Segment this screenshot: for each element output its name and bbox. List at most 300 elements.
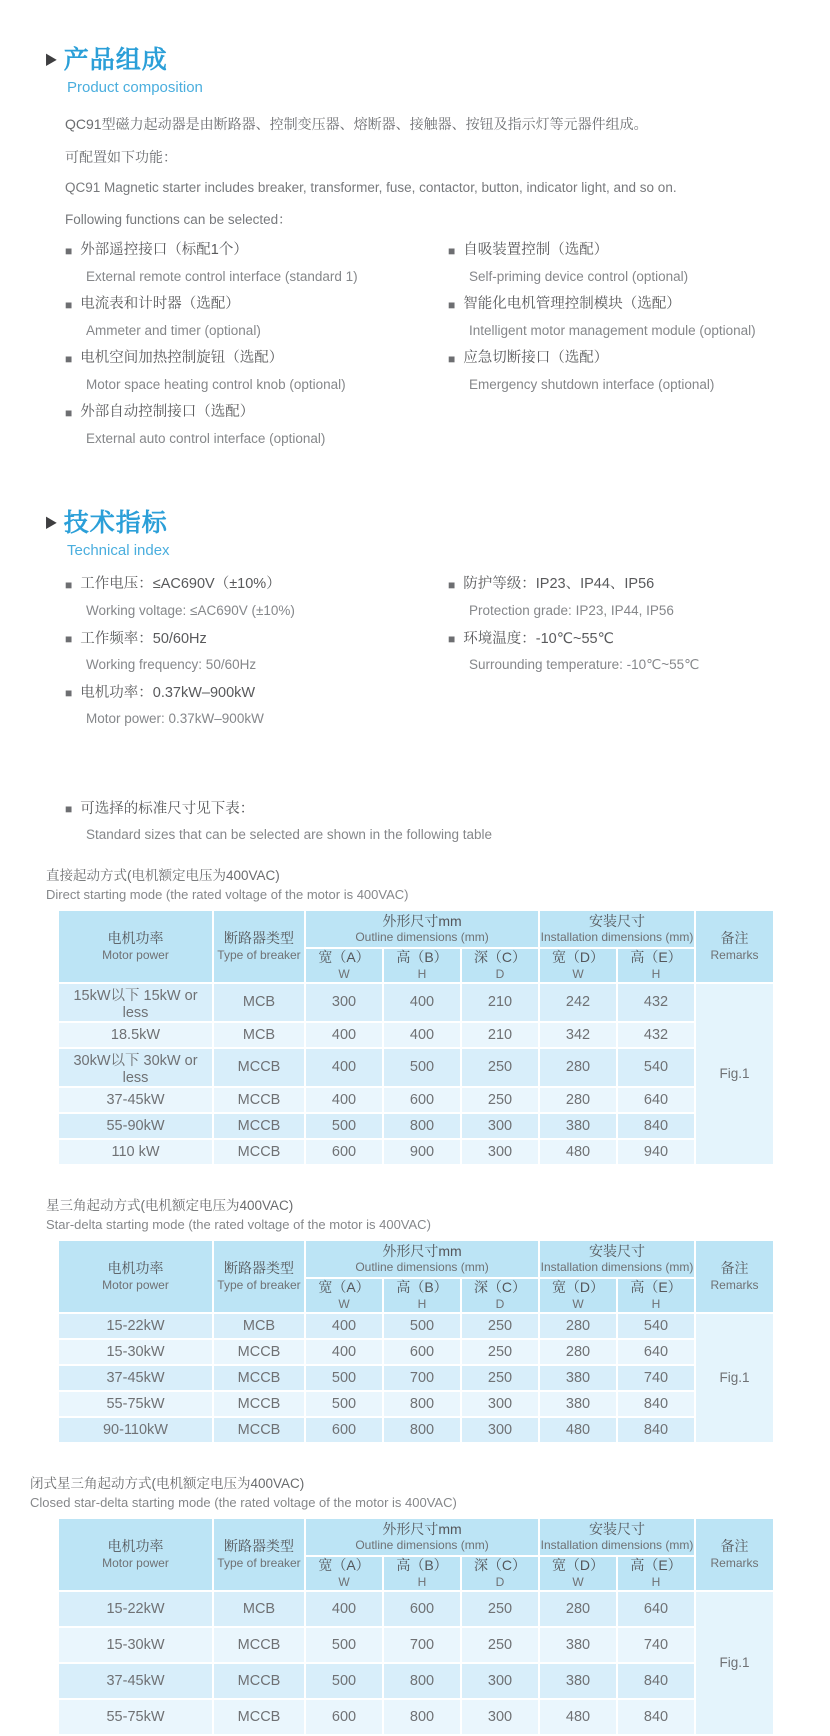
dimension-cell: 400 xyxy=(305,1048,383,1087)
dimension-cell: 432 xyxy=(617,1022,695,1048)
dimension-cell: 280 xyxy=(539,1313,617,1339)
feature-item xyxy=(65,403,448,447)
col-subheader-dimension xyxy=(539,1278,617,1313)
col-subheader-dimension xyxy=(383,948,461,983)
feature-label-zh xyxy=(65,403,448,423)
square-bullet-icon: ■ xyxy=(65,351,73,366)
dimension-cell: 300 xyxy=(461,1113,539,1139)
header-text-en: Type of breaker xyxy=(217,947,301,962)
feature-text-zh: 智能化电机管理控制模块（选配） xyxy=(463,296,681,313)
breaker-type-cell: MCCB xyxy=(213,1048,305,1087)
square-bullet-icon: ■ xyxy=(448,243,456,258)
header-text-zh: 宽（D） xyxy=(551,1557,605,1574)
feature-item xyxy=(65,575,448,619)
feature-text-en: Ammeter and timer (optional) xyxy=(86,322,261,338)
header-text-zh: 宽（A） xyxy=(318,1557,370,1574)
feature-text-zh: 电机空间加热控制旋钮（选配） xyxy=(80,350,284,367)
dimension-cell: 740 xyxy=(617,1627,695,1663)
header-text-en: D xyxy=(495,1574,505,1589)
square-bullet-icon: ■ xyxy=(448,297,456,312)
breaker-type-cell: MCCB xyxy=(213,1663,305,1699)
dimension-cell: 500 xyxy=(305,1365,383,1391)
breaker-type-cell: MCCB xyxy=(213,1417,305,1443)
dimension-cell: 800 xyxy=(383,1417,461,1443)
header-text-en: Remarks xyxy=(710,1277,759,1292)
dimension-cell: 600 xyxy=(305,1417,383,1443)
breaker-type-cell: MCCB xyxy=(213,1087,305,1113)
breaker-type-cell: MCCB xyxy=(213,1391,305,1417)
col-subheader-dimension xyxy=(617,1278,695,1313)
header-text-en: Installation dimensions (mm) xyxy=(540,930,694,945)
feature-text-en: Working voltage: ≤AC690V (±10%) xyxy=(86,603,295,618)
feature-text-zh: 工作电压：≤AC690V（±10%） xyxy=(80,576,281,593)
feature-text-zh: 电流表和计时器（选配） xyxy=(80,296,240,313)
dimension-cell: 300 xyxy=(461,1417,539,1443)
header-text-en: H xyxy=(651,966,661,981)
header-text-zh: 断路器类型 xyxy=(224,1260,294,1277)
dimension-cell: 600 xyxy=(383,1087,461,1113)
dimension-cell: 300 xyxy=(461,1663,539,1699)
feature-label-zh xyxy=(448,575,830,595)
col-header-motor-power xyxy=(58,910,213,983)
header-text-zh: 外形尺寸mm xyxy=(382,1520,462,1537)
table-row xyxy=(58,1391,774,1417)
table-caption-en: Closed star-delta starting mode (the rated voltage of the motor is 400VAC) xyxy=(30,1494,457,1510)
dimension-cell: 380 xyxy=(539,1113,617,1139)
header-text-zh: 高（B） xyxy=(396,949,448,966)
dimension-cell: 280 xyxy=(539,1048,617,1087)
feature-label-zh xyxy=(448,295,830,315)
feature-text-zh: 外部遥控接口（标配1个） xyxy=(80,242,248,258)
feature-text-en: Self-priming device control (optional) xyxy=(469,268,689,284)
col-group-installation-dimensions xyxy=(539,910,695,948)
dimension-cell: 250 xyxy=(461,1365,539,1391)
spec-columns xyxy=(65,575,830,737)
dimension-cell: 500 xyxy=(383,1313,461,1339)
feature-text-en: External auto control interface (optional) xyxy=(86,430,326,446)
feature-text-zh: 电机功率：0.37kW–900kW xyxy=(80,684,256,701)
col-subheader-dimension xyxy=(617,948,695,983)
header-text-zh: 高（B） xyxy=(396,1279,448,1296)
dimension-cell: 300 xyxy=(461,1699,539,1735)
col-subheader-dimension xyxy=(383,1278,461,1313)
feature-text-en: Emergency shutdown interface (optional) xyxy=(469,376,715,392)
header-text-en: H xyxy=(417,1574,427,1589)
intro-paragraph2-en: Following functions can be selected： xyxy=(65,212,292,227)
dimension-cell: 600 xyxy=(383,1339,461,1365)
dimension-cell: 900 xyxy=(383,1139,461,1165)
header-text-zh: 宽（D） xyxy=(551,1279,605,1296)
header-text-en: D xyxy=(495,966,505,981)
col-subheader-dimension xyxy=(461,948,539,983)
remarks-cell: Fig.1 xyxy=(695,1591,774,1735)
size-table-star-delta xyxy=(57,1239,773,1444)
table-row xyxy=(58,1591,774,1627)
feature-text-en: Protection grade: IP23, IP44, IP56 xyxy=(469,603,674,618)
feature-label-zh xyxy=(65,295,448,315)
feature-item xyxy=(65,684,448,728)
dimension-cell: 280 xyxy=(539,1591,617,1627)
header-text-en: W xyxy=(572,1574,584,1589)
col-subheader-dimension xyxy=(383,1556,461,1591)
feature-label-zh xyxy=(448,349,830,369)
dimension-cell: 400 xyxy=(383,1022,461,1048)
col-subheader-dimension xyxy=(305,948,383,983)
table-row xyxy=(58,1365,774,1391)
feature-item xyxy=(448,295,830,339)
feature-item xyxy=(65,241,448,285)
header-text-zh: 高（E） xyxy=(630,1557,682,1574)
dimension-cell: 400 xyxy=(383,983,461,1022)
feature-label-zh xyxy=(65,684,448,704)
header-text-en: Installation dimensions (mm) xyxy=(540,1538,694,1553)
header-text-zh: 高（B） xyxy=(396,1557,448,1574)
dimension-cell: 380 xyxy=(539,1663,617,1699)
header-text-en: Outline dimensions (mm) xyxy=(355,1538,489,1553)
square-bullet-icon: ■ xyxy=(65,686,73,701)
table-row xyxy=(58,1087,774,1113)
dimension-cell: 500 xyxy=(383,1048,461,1087)
col-header-remarks xyxy=(695,910,774,983)
dimension-cell: 210 xyxy=(461,1022,539,1048)
size-table xyxy=(57,1517,775,1736)
dimension-cell: 940 xyxy=(617,1139,695,1165)
header-text-en: W xyxy=(338,966,350,981)
breaker-type-cell: MCB xyxy=(213,1591,305,1627)
table-caption-zh: 星三角起动方式(电机额定电压为400VAC) xyxy=(46,1197,294,1213)
intro-paragraph-en: QC91 Magnetic starter includes breaker, transformer, fuse, contactor, button, indicator light, and so on. xyxy=(65,180,677,195)
table-caption-en: Star-delta starting mode (the rated voltage of the motor is 400VAC) xyxy=(46,1216,431,1232)
motor-power-cell: 110 kW xyxy=(58,1139,213,1165)
size-table xyxy=(57,909,775,1166)
dimension-cell: 640 xyxy=(617,1339,695,1365)
feature-label-zh xyxy=(448,241,830,261)
dimension-cell: 800 xyxy=(383,1663,461,1699)
dimension-cell: 250 xyxy=(461,1048,539,1087)
motor-power-cell: 15-22kW xyxy=(58,1313,213,1339)
note-label-zh xyxy=(65,800,830,820)
breaker-type-cell: MCCB xyxy=(213,1113,305,1139)
feature-label-zh xyxy=(65,349,448,369)
header-text-zh: 深（C） xyxy=(473,1279,527,1296)
spec-column-right xyxy=(448,575,830,737)
table-row xyxy=(58,1339,774,1365)
table-row xyxy=(58,1022,774,1048)
feature-text-en: Motor power: 0.37kW–900kW xyxy=(86,711,264,727)
table-row xyxy=(58,1113,774,1139)
dimension-cell: 500 xyxy=(305,1663,383,1699)
dimension-cell: 380 xyxy=(539,1391,617,1417)
dimension-cell: 250 xyxy=(461,1313,539,1339)
feature-text-zh: 防护等级：IP23、IP44、IP56 xyxy=(463,576,655,593)
size-table-direct xyxy=(57,909,773,1166)
header-text-zh: 备注 xyxy=(720,930,749,947)
dimension-cell: 600 xyxy=(305,1699,383,1735)
table-block-star-delta xyxy=(0,1194,830,1444)
header-text-en: Type of breaker xyxy=(217,1277,301,1292)
feature-text-en: Working frequency: 50/60Hz xyxy=(86,657,257,673)
dimension-cell: 600 xyxy=(305,1139,383,1165)
header-text-zh: 宽（D） xyxy=(551,949,605,966)
square-bullet-icon: ■ xyxy=(448,578,456,593)
motor-power-cell: 55-75kW xyxy=(58,1699,213,1735)
col-header-motor-power xyxy=(58,1240,213,1313)
dimension-cell: 840 xyxy=(617,1663,695,1699)
col-subheader-dimension xyxy=(617,1556,695,1591)
dimension-cell: 540 xyxy=(617,1048,695,1087)
dimension-cell: 300 xyxy=(305,983,383,1022)
dimension-cell: 640 xyxy=(617,1591,695,1627)
dimension-cell: 480 xyxy=(539,1417,617,1443)
feature-item xyxy=(448,630,830,674)
table-caption-en: Direct starting mode (the rated voltage of the motor is 400VAC) xyxy=(46,886,409,902)
section-technical-index-header xyxy=(46,503,830,539)
motor-power-cell: 55-90kW xyxy=(58,1113,213,1139)
header-text-zh: 外形尺寸mm xyxy=(382,912,462,929)
dimension-cell: 210 xyxy=(461,983,539,1022)
dimension-cell: 400 xyxy=(305,1022,383,1048)
feature-text-zh: 应急切断接口（选配） xyxy=(463,350,609,367)
section-arrow-icon: ▶ xyxy=(46,512,57,531)
table-block-closed-star-delta xyxy=(0,1472,830,1736)
table-row xyxy=(58,1313,774,1339)
header-text-zh: 电机功率 xyxy=(107,1260,164,1277)
spec-column-left xyxy=(65,575,448,737)
dimension-cell: 840 xyxy=(617,1417,695,1443)
dimension-cell: 380 xyxy=(539,1627,617,1663)
header-text-zh: 高（E） xyxy=(630,1279,682,1296)
breaker-type-cell: MCB xyxy=(213,1022,305,1048)
dimension-cell: 840 xyxy=(617,1391,695,1417)
table-row xyxy=(58,1139,774,1165)
feature-label-zh xyxy=(65,630,448,650)
header-text-zh: 电机功率 xyxy=(107,930,164,947)
dimension-cell: 300 xyxy=(461,1139,539,1165)
dimension-cell: 840 xyxy=(617,1113,695,1139)
feature-column-left xyxy=(65,241,448,457)
table-row xyxy=(58,1048,774,1087)
col-subheader-dimension xyxy=(461,1278,539,1313)
header-text-en: Remarks xyxy=(710,1555,759,1570)
feature-text-zh: 自吸装置控制（选配） xyxy=(463,242,609,258)
dimension-cell: 840 xyxy=(617,1699,695,1735)
breaker-type-cell: MCB xyxy=(213,983,305,1022)
col-header-breaker-type xyxy=(213,910,305,983)
header-text-en: H xyxy=(417,966,427,981)
feature-label-zh xyxy=(448,630,830,650)
size-table-closed-star-delta xyxy=(57,1517,773,1736)
header-text-zh: 断路器类型 xyxy=(224,930,294,947)
square-bullet-icon: ■ xyxy=(448,632,456,647)
header-text-zh: 安装尺寸 xyxy=(589,1242,645,1259)
breaker-type-cell: MCB xyxy=(213,1313,305,1339)
header-text-zh: 备注 xyxy=(720,1538,749,1555)
col-group-outline-dimensions xyxy=(305,1240,539,1278)
feature-item xyxy=(65,349,448,393)
col-header-remarks xyxy=(695,1518,774,1591)
dimension-cell: 250 xyxy=(461,1627,539,1663)
header-text-en: Motor power xyxy=(102,1555,169,1570)
section-title-zh: 产品组成 xyxy=(63,46,168,74)
dimension-cell: 700 xyxy=(383,1365,461,1391)
col-header-motor-power xyxy=(58,1518,213,1591)
header-text-zh: 备注 xyxy=(720,1260,749,1277)
dimension-cell: 500 xyxy=(305,1627,383,1663)
header-text-zh: 断路器类型 xyxy=(224,1538,294,1555)
feature-column-right xyxy=(448,241,830,457)
header-text-zh: 宽（A） xyxy=(318,1279,370,1296)
motor-power-cell: 15-30kW xyxy=(58,1339,213,1365)
feature-item xyxy=(65,630,448,674)
remarks-cell: Fig.1 xyxy=(695,1313,774,1443)
motor-power-cell: 18.5kW xyxy=(58,1022,213,1048)
feature-text-zh: 工作频率：50/60Hz xyxy=(80,630,207,647)
dimension-cell: 250 xyxy=(461,1591,539,1627)
col-subheader-dimension xyxy=(461,1556,539,1591)
motor-power-cell: 37-45kW xyxy=(58,1663,213,1699)
breaker-type-cell: MCCB xyxy=(213,1139,305,1165)
header-text-en: W xyxy=(572,1296,584,1311)
dimension-cell: 800 xyxy=(383,1699,461,1735)
table-block-direct-starting xyxy=(0,864,830,1166)
feature-text-en: Intelligent motor management module (optional) xyxy=(469,322,756,338)
dimension-cell: 480 xyxy=(539,1139,617,1165)
header-text-zh: 电机功率 xyxy=(107,1538,164,1555)
standard-sizes-note xyxy=(65,800,830,844)
col-subheader-dimension xyxy=(539,1556,617,1591)
col-header-remarks xyxy=(695,1240,774,1313)
motor-power-cell: 15kW以下 15kW or less xyxy=(58,983,213,1022)
dimension-cell: 380 xyxy=(539,1365,617,1391)
table-row xyxy=(58,1417,774,1443)
section-title-zh: 技术指标 xyxy=(63,509,168,538)
dimension-cell: 640 xyxy=(617,1087,695,1113)
intro-paragraph2-zh: 可配置如下功能： xyxy=(65,149,177,165)
feature-label-zh xyxy=(65,575,448,595)
table-row xyxy=(58,1627,774,1663)
col-header-breaker-type xyxy=(213,1240,305,1313)
table-row xyxy=(58,1699,774,1735)
dimension-cell: 600 xyxy=(383,1591,461,1627)
remarks-cell: Fig.1 xyxy=(695,983,774,1165)
feature-item xyxy=(448,575,830,619)
motor-power-cell: 15-22kW xyxy=(58,1591,213,1627)
motor-power-cell: 37-45kW xyxy=(58,1087,213,1113)
table-row xyxy=(58,983,774,1022)
breaker-type-cell: MCCB xyxy=(213,1365,305,1391)
square-bullet-icon: ■ xyxy=(65,406,73,421)
header-text-en: D xyxy=(495,1296,505,1311)
table-caption-zh: 闭式星三角起动方式(电机额定电压为400VAC) xyxy=(30,1475,305,1491)
col-group-installation-dimensions xyxy=(539,1518,695,1556)
feature-item xyxy=(65,295,448,339)
dimension-cell: 250 xyxy=(461,1339,539,1365)
dimension-cell: 700 xyxy=(383,1627,461,1663)
header-text-zh: 安装尺寸 xyxy=(589,1520,645,1537)
dimension-cell: 242 xyxy=(539,983,617,1022)
dimension-cell: 540 xyxy=(617,1313,695,1339)
header-text-en: Outline dimensions (mm) xyxy=(355,930,489,945)
header-text-en: H xyxy=(417,1296,427,1311)
col-group-outline-dimensions xyxy=(305,1518,539,1556)
motor-power-cell: 55-75kW xyxy=(58,1391,213,1417)
dimension-cell: 300 xyxy=(461,1391,539,1417)
dimension-cell: 500 xyxy=(305,1391,383,1417)
breaker-type-cell: MCCB xyxy=(213,1339,305,1365)
note-text-zh: 可选择的标准尺寸见下表： xyxy=(80,800,255,817)
square-bullet-icon: ■ xyxy=(65,802,73,817)
dimension-cell: 800 xyxy=(383,1113,461,1139)
note-text-en: Standard sizes that can be selected are shown in the following table xyxy=(86,827,493,843)
header-text-en: Remarks xyxy=(710,947,759,962)
square-bullet-icon: ■ xyxy=(65,578,73,593)
size-table xyxy=(57,1239,775,1444)
feature-text-en: External remote control interface (standard 1) xyxy=(86,268,358,284)
dimension-cell: 400 xyxy=(305,1087,383,1113)
header-text-zh: 安装尺寸 xyxy=(589,912,645,929)
dimension-cell: 250 xyxy=(461,1087,539,1113)
section-title-en: Technical index xyxy=(67,542,170,560)
header-text-zh: 外形尺寸mm xyxy=(382,1242,462,1259)
feature-columns xyxy=(65,241,830,457)
dimension-cell: 740 xyxy=(617,1365,695,1391)
header-text-zh: 高（E） xyxy=(630,949,682,966)
section-arrow-icon: ▶ xyxy=(46,48,57,68)
dimension-cell: 342 xyxy=(539,1022,617,1048)
motor-power-cell: 30kW以下 30kW or less xyxy=(58,1048,213,1087)
dimension-cell: 280 xyxy=(539,1339,617,1365)
feature-item xyxy=(448,349,830,393)
header-text-zh: 深（C） xyxy=(473,1557,527,1574)
header-text-en: Outline dimensions (mm) xyxy=(355,1260,489,1275)
square-bullet-icon: ■ xyxy=(448,351,456,366)
feature-text-en: Surrounding temperature: -10℃~55℃ xyxy=(469,657,700,673)
header-text-en: W xyxy=(572,966,584,981)
feature-text-zh: 外部自动控制接口（选配） xyxy=(80,404,255,421)
header-text-en: Type of breaker xyxy=(217,1555,301,1570)
dimension-cell: 400 xyxy=(305,1339,383,1365)
motor-power-cell: 37-45kW xyxy=(58,1365,213,1391)
header-text-en: W xyxy=(338,1574,350,1589)
col-group-installation-dimensions xyxy=(539,1240,695,1278)
dimension-cell: 400 xyxy=(305,1591,383,1627)
col-header-breaker-type xyxy=(213,1518,305,1591)
square-bullet-icon: ■ xyxy=(65,297,73,312)
section-title-en: Product composition xyxy=(67,79,203,96)
col-subheader-dimension xyxy=(305,1278,383,1313)
section-product-composition-header xyxy=(46,40,830,76)
dimension-cell: 480 xyxy=(539,1699,617,1735)
dimension-cell: 800 xyxy=(383,1391,461,1417)
motor-power-cell: 15-30kW xyxy=(58,1627,213,1663)
header-text-en: W xyxy=(338,1296,350,1311)
breaker-type-cell: MCCB xyxy=(213,1627,305,1663)
header-text-en: Motor power xyxy=(102,947,169,962)
square-bullet-icon: ■ xyxy=(65,632,73,647)
feature-item xyxy=(448,241,830,285)
dimension-cell: 280 xyxy=(539,1087,617,1113)
intro-paragraph-zh: QC91型磁力起动器是由断路器、控制变压器、熔断器、接触器、按钮及指示灯等元器件组成。 xyxy=(65,116,648,132)
motor-power-cell: 90-110kW xyxy=(58,1417,213,1443)
dimension-cell: 500 xyxy=(305,1113,383,1139)
header-text-en: H xyxy=(651,1296,661,1311)
dimension-cell: 432 xyxy=(617,983,695,1022)
header-text-zh: 宽（A） xyxy=(318,949,370,966)
col-group-outline-dimensions xyxy=(305,910,539,948)
breaker-type-cell: MCCB xyxy=(213,1699,305,1735)
header-text-zh: 深（C） xyxy=(473,949,527,966)
square-bullet-icon: ■ xyxy=(65,243,73,258)
